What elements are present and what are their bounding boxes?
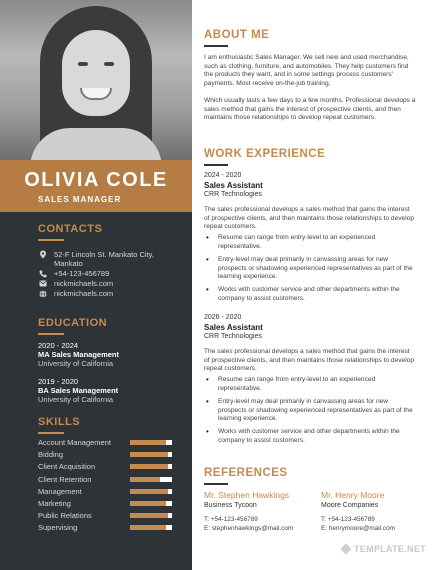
skill-bar-fill [130,452,168,457]
contact-address-city [38,259,83,268]
skill-row [38,523,174,532]
reference-email[interactable]: E: stephenhawkings@mail.com [204,525,294,532]
skill-bar [130,525,172,530]
job-dates: 2026 - 2020 [204,314,242,321]
references-rule [204,483,228,485]
person-title: SALES MANAGER [38,195,122,204]
about-paragraph-1: I am enthusiastic Sales Manager. We sell new and used merchandise, such as clothing, furniture, and automobiles. They help customers find the products they want, and in some settings process customers' payments. Most receive on-the-job training, [204,54,409,87]
reference-role: Moore Companies [321,502,379,509]
about-rule [204,45,228,47]
skill-label: Bidding [38,450,64,460]
skill-bar [130,464,172,469]
job-bullet: • Resume can range from entry-level to an experienced representative. [206,233,376,250]
location-icon [38,250,47,259]
skill-label: Account Management [38,438,111,447]
skill-bar [130,513,172,518]
education-school: University of California [38,359,114,368]
email-icon [38,279,47,288]
job-summary: The sales professional develops a sales method that gains the interest of prospective clients, and then maintains those relationships to develop repeat customers. [204,348,415,373]
skill-bar-fill [130,525,166,530]
job-company: CRR Technologies [204,191,262,198]
education-entry [38,377,118,404]
reference-name: Mr. Henry Moore [321,490,385,500]
contact-phone-text: +54-123-456789 [54,269,110,278]
skill-bar-fill [130,489,168,494]
contact-address [38,250,154,259]
job-bullet: • Entry-level may deal primarily in canvassing areas for new prospects or shadowing experienced representatives as part of the learning experience. [206,397,413,423]
job-bullet: • Entry-level may deal primarily in canvassing areas for new prospects or shadowing experienced representatives as part of the learning experience. [206,255,413,281]
skill-row [38,487,174,496]
contacts-rule [38,239,64,241]
job-company: CRR Technologies [204,333,262,340]
skill-bar [130,489,172,494]
skill-row [38,438,174,447]
skill-bar [130,440,172,445]
profile-photo [0,0,192,160]
education-years: 2019 - 2020 [38,377,79,386]
skill-label: Public Relations [38,511,92,521]
reference-phone: T: +54-123-456789 [321,516,375,523]
contact-email[interactable] [38,279,113,288]
skills-heading: SKILLS [38,416,81,428]
references-heading: REFERENCES [204,467,288,479]
contact-website-text: nickmichaels.com [54,289,114,298]
contact-address-line1: 52-F Lincoln St. Mankato City, [54,250,154,259]
experience-rule [204,164,228,166]
skill-label: Supervising [38,523,78,533]
skills-rule [38,432,64,434]
skill-bar-fill [130,501,166,506]
skill-label: Client Acquisition [38,462,96,472]
skill-row [38,475,174,484]
contact-address-line2: Mankato [54,259,83,268]
job-bullet: • Works with customer service and other departments within the company to assist customers. [206,285,400,302]
skill-row [38,511,174,520]
contacts-heading: CONTACTS [38,223,103,235]
education-degree: BA Sales Management [38,386,119,395]
job-dates: 2024 - 2020 [204,172,242,179]
education-school: University of California [38,395,114,404]
education-entry [38,341,119,368]
skill-bar [130,452,172,457]
job-summary: The sales professional develops a sales method that gains the interest of prospective clients, and then maintains those relationships to develop repeat customers. [204,206,415,231]
watermark-logo-icon [340,543,351,554]
watermark [342,541,426,557]
contact-website[interactable] [38,289,113,298]
skill-label: Client Retention [38,474,92,484]
education-rule [38,333,64,335]
skill-bar-fill [130,440,166,445]
skill-bar-fill [130,464,168,469]
education-degree: MA Sales Management [38,350,119,359]
skill-row [38,462,174,471]
skill-row [38,450,174,459]
experience-heading: WORK EXPERIENCE [204,148,326,160]
watermark-text: TEMPLATE.NET [354,544,426,554]
job-bullet: • Works with customer service and other departments within the company to assist customers. [206,427,400,444]
skill-bar-fill [130,513,168,518]
contact-email-text: nickmichaels.com [54,279,114,288]
reference-email[interactable]: E: henrymoore@mail.com [321,525,395,532]
skill-bar-fill [130,477,160,482]
skill-label: Management [38,486,82,496]
skill-bar [130,501,172,506]
about-heading: ABOUT ME [204,29,270,41]
education-heading: EDUCATION [38,317,108,329]
reference-role: Business Tycoon [204,502,257,509]
skill-row [38,499,174,508]
job-title: Sales Assistant [204,323,263,332]
person-name: OLIVIA COLE [24,169,168,191]
contact-phone[interactable] [38,269,109,278]
phone-icon [38,269,47,278]
about-paragraph-2: Which usually lasts a few days to a few months. Professional develops a sales method that gains the interest of prospective clients, and then maintains those relationships to develop repeat customers. [204,97,416,122]
education-years: 2020 - 2024 [38,341,79,350]
job-bullet: • Resume can range from entry-level to an experienced representative. [206,375,376,392]
job-title: Sales Assistant [204,181,263,190]
globe-icon [38,289,47,298]
skill-label: Marketing [38,499,71,508]
skill-bar [130,477,172,482]
reference-name: Mr. Stephen Hawkings [204,490,290,500]
reference-phone: T: +54-123-456789 [204,516,258,523]
